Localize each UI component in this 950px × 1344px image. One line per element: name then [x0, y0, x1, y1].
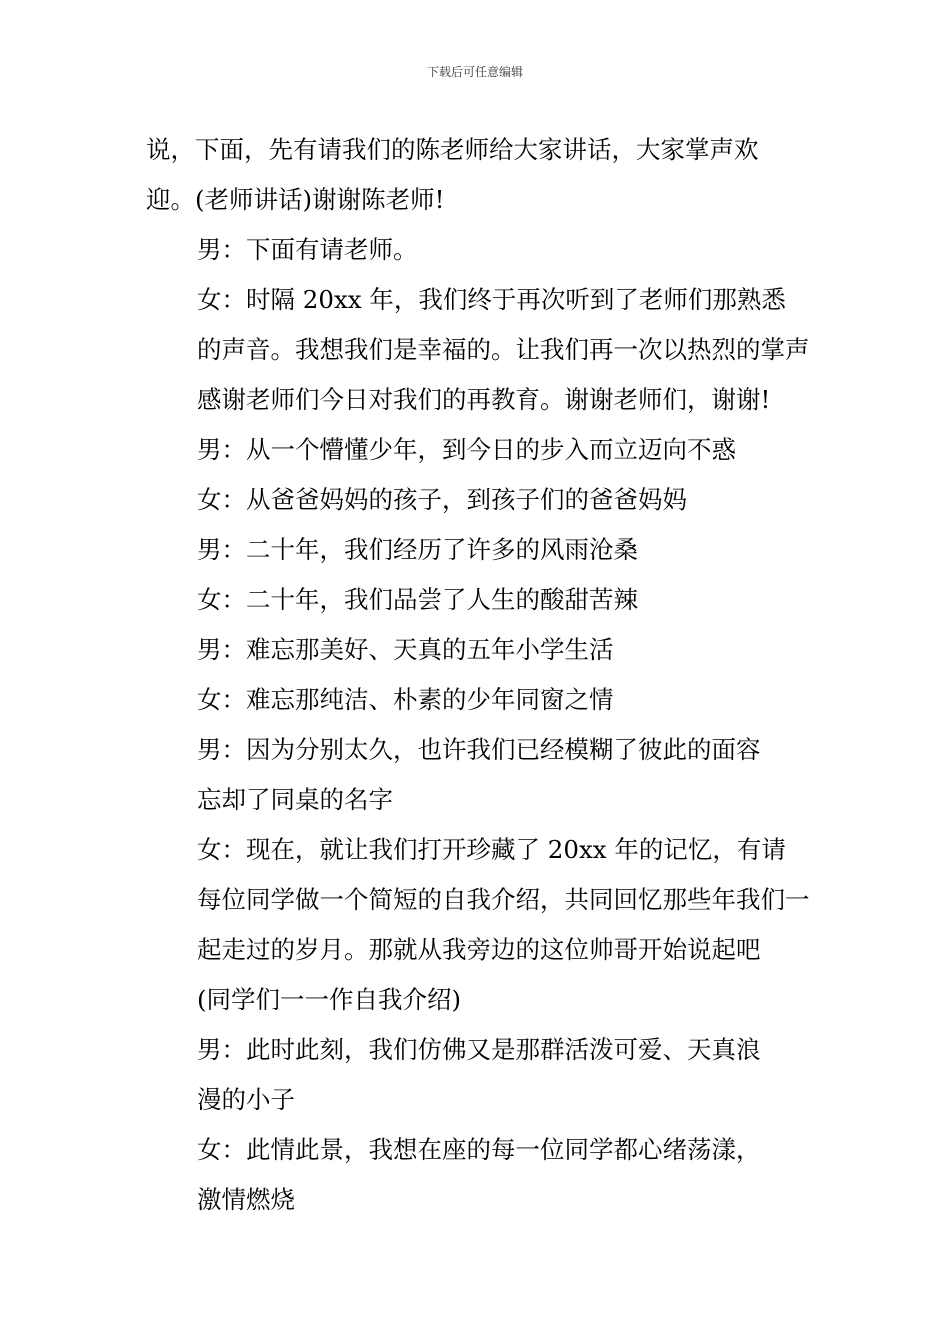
- text-line: 说，下面，先有请我们的陈老师给大家讲话，大家掌声欢: [146, 135, 759, 164]
- text-line: 激情燃烧: [197, 1185, 295, 1214]
- text-line: 每位同学做一个简短的自我介绍，共同回忆那些年我们一: [197, 885, 810, 914]
- text-line: 的声音。我想我们是幸福的。让我们再一次以热烈的掌声: [197, 335, 810, 364]
- text-line: 男：二十年，我们经历了许多的风雨沧桑: [197, 535, 638, 564]
- paragraph: [146, 975, 810, 1025]
- text-line: 男：因为分别太久，也许我们已经模糊了彼此的面容: [197, 735, 761, 764]
- text-line: 起走过的岁月。那就从我旁边的这位帅哥开始说起吧: [197, 935, 761, 964]
- paragraph: [146, 1125, 810, 1225]
- paragraph: [146, 675, 810, 725]
- paragraph: [146, 225, 810, 275]
- text-line: 男：从一个懵懂少年，到今日的步入而立迈向不惑: [197, 435, 736, 464]
- text-line: 漫的小子: [197, 1085, 295, 1114]
- document-body: [146, 125, 810, 1225]
- text-line: 男：下面有请老师。: [197, 235, 418, 264]
- paragraph: [146, 275, 810, 425]
- text-line: 女：时隔 20xx 年，我们终于再次听到了老师们那熟悉: [197, 285, 786, 314]
- text-line: (同学们一一作自我介绍): [197, 985, 462, 1014]
- paragraph: [146, 575, 810, 625]
- paragraph: [146, 425, 810, 475]
- paragraph: [146, 475, 810, 525]
- paragraph: [146, 725, 810, 825]
- text-line: 女：难忘那纯洁、朴素的少年同窗之情: [197, 685, 614, 714]
- text-line: 男：难忘那美好、天真的五年小学生活: [197, 635, 614, 664]
- page-header-note: 下载后可任意编辑: [426, 65, 523, 79]
- paragraph: [146, 825, 810, 975]
- text-line: 迎。(老师讲话)谢谢陈老师!: [146, 185, 445, 214]
- paragraph: [146, 525, 810, 575]
- text-line: 女：从爸爸妈妈的孩子，到孩子们的爸爸妈妈: [197, 485, 687, 514]
- paragraph: [146, 1025, 810, 1125]
- text-line: 女：现在，就让我们打开珍藏了 20xx 年的记忆，有请: [197, 835, 786, 864]
- text-line: 女：二十年，我们品尝了人生的酸甜苦辣: [197, 585, 638, 614]
- text-line: 感谢老师们今日对我们的再教育。谢谢老师们，谢谢!: [197, 385, 771, 414]
- text-line: 忘却了同桌的名字: [197, 785, 393, 814]
- paragraph: [146, 125, 810, 225]
- text-line: 女：此情此景，我想在座的每一位同学都心绪荡漾，: [197, 1135, 761, 1164]
- paragraph: [146, 625, 810, 675]
- text-line: 男：此时此刻，我们仿佛又是那群活泼可爱、天真浪: [197, 1035, 761, 1064]
